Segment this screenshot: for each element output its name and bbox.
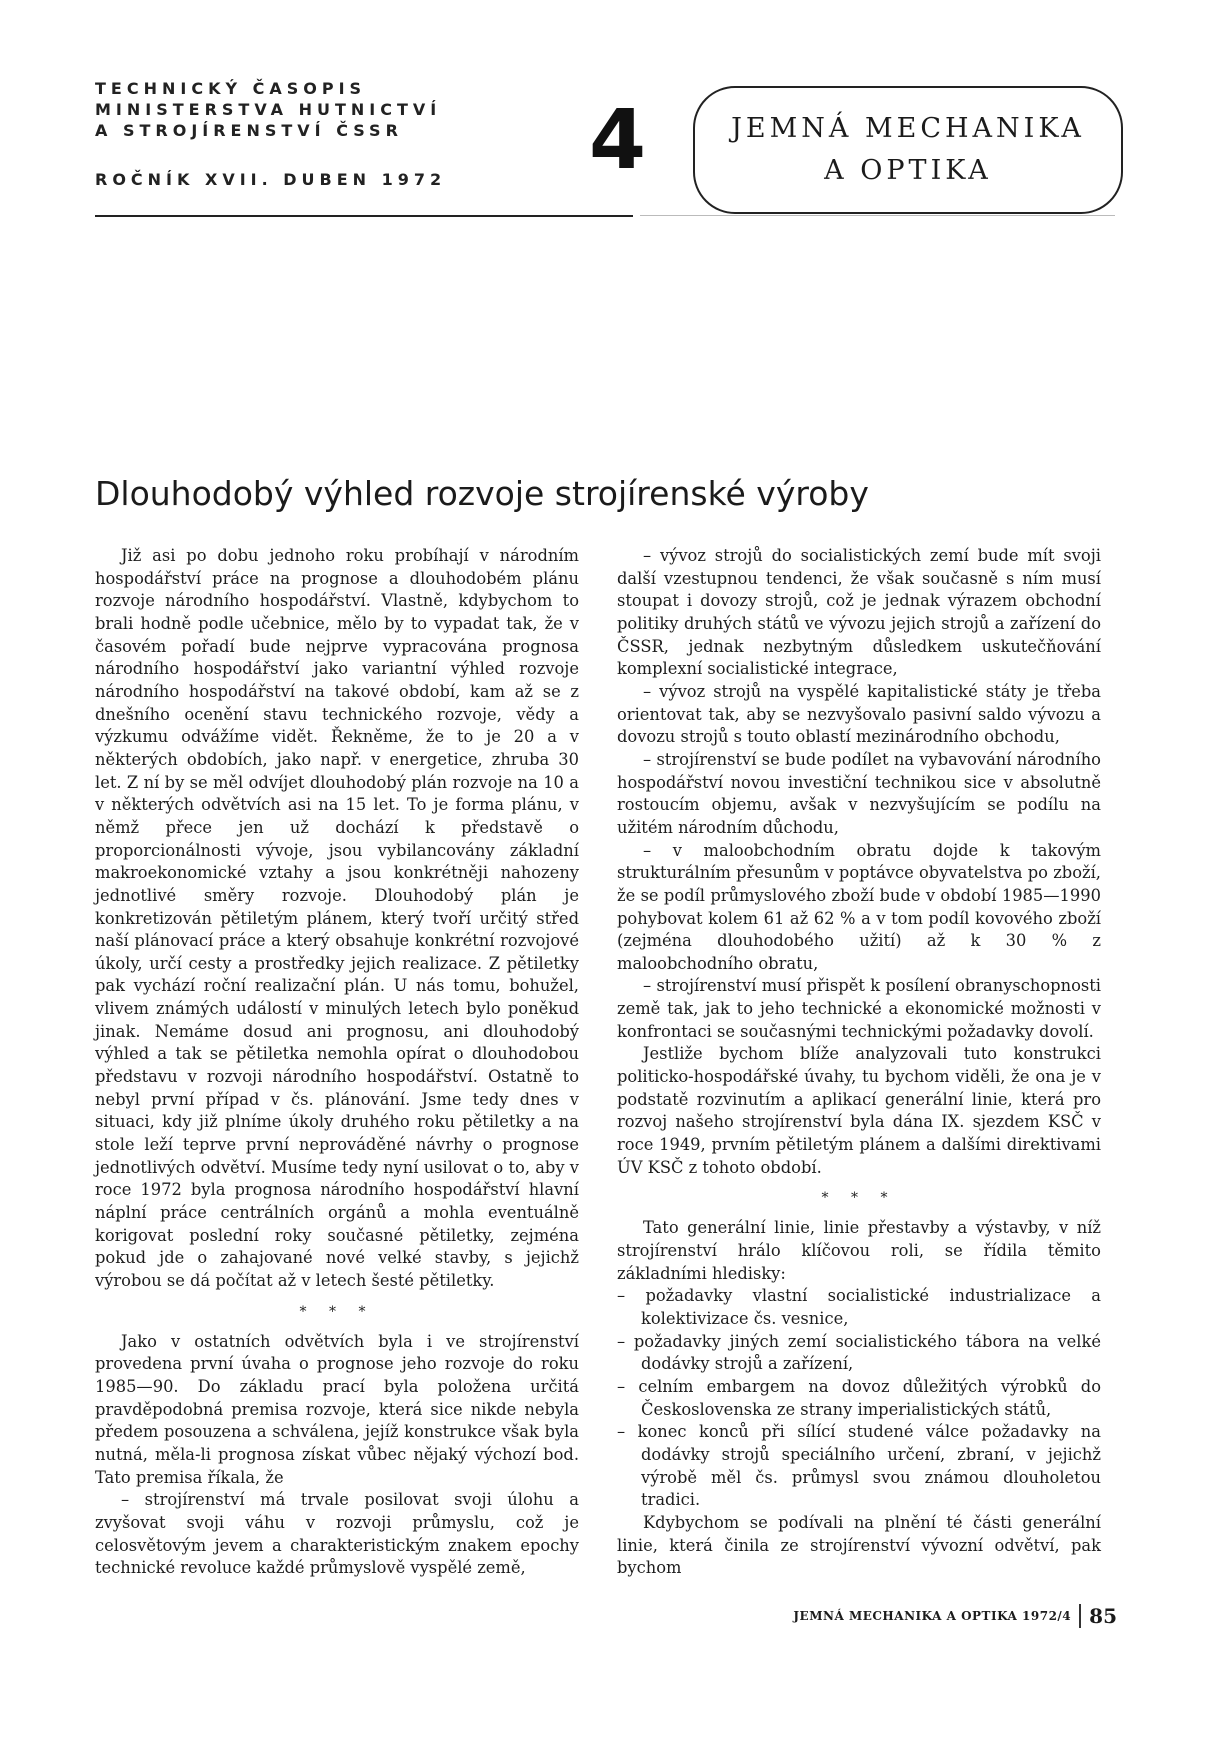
header-rule-faint <box>640 215 1115 216</box>
paragraph: Tato generální linie, linie přestavby a výstavby, v níž strojírenství hrálo klíčovou roli, se řídila těmito základními hledisky: <box>617 1218 1101 1283</box>
masthead-line-1: TECHNICKÝ ČASOPIS <box>95 79 367 98</box>
page-footer <box>793 1604 1117 1628</box>
paragraph: Jako v ostatních odvětvích byla i ve strojírenství provedena první úvaha o prognose jeho rozvoje do roku 1985—90. Do základu prací byla položena určitá pravděpodobná premisa rozvoje, která sice nikde nebyla předem posouzena a schválena, jejíž konstrukce však byla nutná, měla-li prognosa získat vůbec nějaký výchozí bod. Tato premisa říkala, že <box>95 1331 579 1487</box>
paragraph: – strojírenství se bude podílet na vybavování národního hospodářství novou investiční technikou sice v absolutně rostoucím objemu, avšak v nezvyšujícím se podílu na užitém národním důchodu, <box>617 749 1101 837</box>
list-item: – konec konců při sílící studené válce požadavky na dodávky strojů speciálního určení, zbraní, v jejichž výrobě měl čs. průmysl svou známou dlouholetou tradici. <box>617 1422 1101 1510</box>
section-separator: * * * <box>821 1190 897 1207</box>
page-number: 85 <box>1089 1604 1117 1628</box>
article-title: Dlouhodobý výhled rozvoje strojírenské výroby <box>95 474 869 514</box>
journal-title-line-2: A OPTIKA <box>824 155 992 186</box>
footer-journal-name: JEMNÁ MECHANIKA A OPTIKA 1972/4 <box>793 1609 1072 1623</box>
paragraph: Kdybychom se podívali na plnění té části generální linie, která činila ze strojírenství vývozní odvětví, pak bychom <box>617 1512 1101 1578</box>
issue-number: 4 <box>589 93 647 188</box>
paragraph: – vývoz strojů na vyspělé kapitalistické státy je třeba orientovat tak, aby se nezvyšovalo pasivní saldo vývozu a dovozu strojů s touto oblastí mezinárodního obchodu, <box>617 681 1101 747</box>
journal-title-box <box>693 86 1123 214</box>
list-item: – požadavky jiných zemí socialistického tábora na velké dodávky strojů a zařízení, <box>617 1331 1101 1374</box>
masthead-line-2: MINISTERSTVA HUTNICTVÍ <box>95 100 442 119</box>
masthead-line-3: A STROJÍRENSTVÍ ČSSR <box>95 121 403 140</box>
right-column <box>617 545 1101 1580</box>
list-item: – celním embargem na dovoz důležitých výrobků do Československa ze strany imperialistických států, <box>617 1376 1101 1419</box>
journal-title-line-1: JEMNÁ MECHANIKA <box>731 113 1085 144</box>
paragraph: – strojírenství má trvale posilovat svoji úlohu a zvyšovat svoji váhu v rozvoji průmyslu, což je celosvětovým jevem a charakteristickým znakem epochy technické revoluce každé průmyslově vyspělé země, <box>95 1490 579 1578</box>
paragraph: – v maloobchodním obratu dojde k takovým strukturálním přesunům v poptávce obyvatelstva po zboží, že se podíl průmyslového zboží bude v období 1985—1990 pohybovat kolem 61 až 62 % a v tom podíl kovového zboží (zejména dlouhodobého užití) až k 30 % z maloobchodního obratu, <box>617 840 1101 973</box>
paragraph: Již asi po dobu jednoho roku probíhají v národním hospodářství práce na prognose a dlouhodobém plánu rozvoje národního hospodářství. Vlastně, kdybychom to brali hodně podle učebnice, mělo by to vypadat tak, že v časovém pořadí bude nejprve vypracována prognosa národního hospodářství jako variantní výhled rozvoje národního hospodářství na takové období, kam až se z dnešního ocenění stavu technického rozvoje, vědy a výzkumu odvážíme vidět. Řekněme, že to je 20 a v některých obdobích, jako např. v energetice, zhruba 30 let. Z ní by se měl odvíjet dlouhodobý plán rozvoje na 10 a v některých odvětvích asi na 15 let. To je forma plánu, v němž přece jen už dochází k představě o proporcionálnosti vývoje, jsou vybilancovány základní makroekonomické vztahy a jsou konkrétněji nahozeny jednotlivé směry rozvoje. Dlouhodobý plán je konkretizován pětiletým plánem, který tvoří určitý střed naší plánovací práce a který obsahuje konkrétní rozvojové úkoly, určí cesty a prostředky jejich realizace. Z pětiletky pak vychází roční realizační plán. U nás tomu, bohužel, vlivem známých událostí v minulých letech bylo poněkud jinak. Nemáme dosud ani prognosu, ani dlouhodobý výhled a tak se pětiletka nemohla opírat o dlouhodobou představu v rozvoji národního hospodářství. Ostatně to nebyl první případ v čs. plánování. Jsme tedy dnes v situaci, kdy již plníme úkoly druhého roku pětiletky a na stole leží teprve první neprováděné návrhy o prognose jednotlivých odvětví. Musíme tedy nyní usilovat o to, aby v roce 1972 byla prognosa národního hospodářství hlavní náplní práce centrálních orgánů a mohla eventuálně korigovat poslední roky současné pětiletky, zejména pokud jde o zahajované nové velké stavby, s jejichž výrobou se dá počítat až v letech šesté pětiletky. <box>95 546 579 1290</box>
list-item: – požadavky vlastní socialistické industrializace a kolektivizace čs. vesnice, <box>617 1286 1101 1328</box>
paragraph: Jestliže bychom blíže analyzovali tuto konstrukci politicko-hospodářské úvahy, tu bychom viděli, že ona je v podstatě rozvinutím a aplikací generální linie, která pro rozvoj našeho strojírenství byla dána IX. sjezdem KSČ v roce 1949, prvním pětiletým plánem a dalšími direktivami ÚV KSČ z tohoto období. <box>617 1044 1101 1177</box>
paragraph: – strojírenství musí přispět k posílení obranyschopnosti země tak, jak to jeho technické a ekonomické možnosti v konfrontaci se současnými technickými požadavky dovolí. <box>617 976 1101 1041</box>
header-rule <box>95 215 633 217</box>
masthead <box>95 78 615 190</box>
paragraph: – vývoz strojů do socialistických zemí bude mít svoji další vzestupnou tendenci, že však současně s ním musí stoupat i dovozy strojů, což je jednak výrazem obchodní politiky druhých států ve vývozu jejich strojů a zařízení do ČSSR, jednak nezbytným důsledkem uskutečňování komplexní socialistické integrace, <box>617 546 1101 679</box>
footer-divider <box>1079 1604 1081 1628</box>
issue-date: ROČNÍK XVII. DUBEN 1972 <box>95 170 447 189</box>
section-separator: * * * <box>299 1303 375 1320</box>
left-column <box>95 545 579 1580</box>
